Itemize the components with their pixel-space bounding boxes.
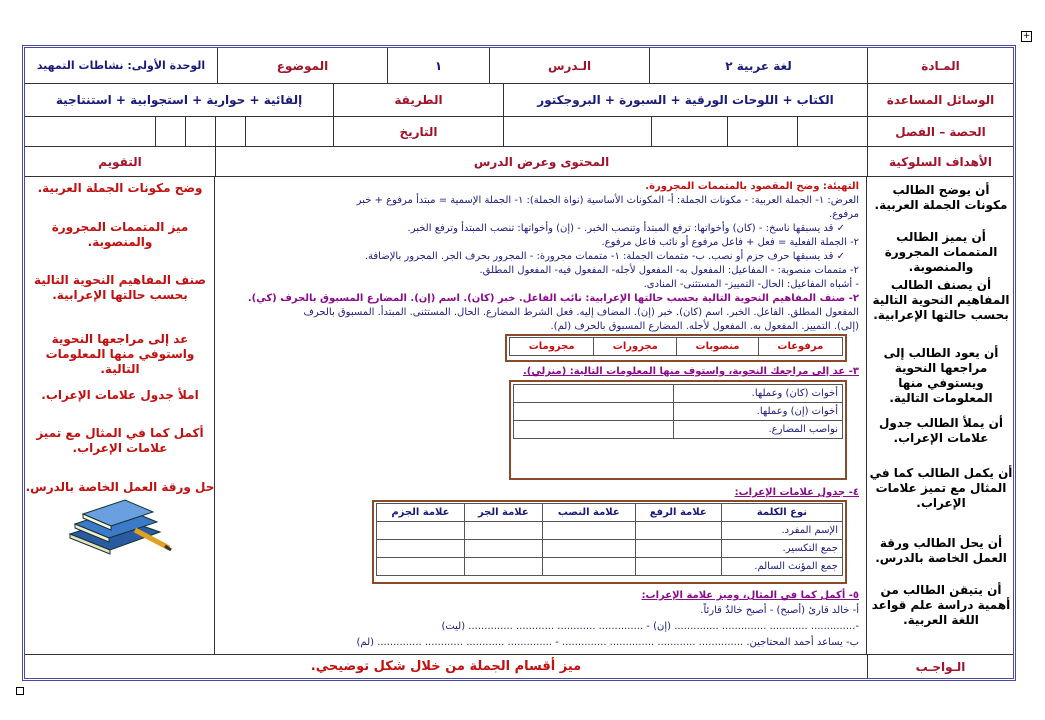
subject-value: لغة عربية ٢	[649, 48, 867, 84]
content-line: ٢- صنف المفاهيم النحوية التالية بحسب حالتها الإعرابية: نائب الفاعل. خبر (كان). اسم (إن). المضارع المسبوق بالحرف (كي).	[247, 293, 859, 304]
aids-value: الكتاب + اللوحات الورقية + السبورة + البروجكتور	[503, 84, 867, 117]
date-cell	[215, 117, 245, 147]
classification-table	[509, 337, 843, 356]
topic-label: الموضوع	[217, 48, 387, 84]
table-cell	[514, 421, 674, 439]
date-cell	[25, 117, 155, 147]
content-line: ✓ قد يسبقها ناسخ: - (كان) وأخواتها: ترفع المبتدأ وتنصب الخبر. - (إن) وأخواتها: تنصب المبتدأ وترفع الخبر.	[407, 223, 845, 234]
inflection-marks-table	[376, 503, 843, 576]
date-cell	[155, 117, 185, 147]
objective-item: أن يكمل الطالب كما في المثال مع تميز علامات الإعراب.	[869, 466, 1013, 510]
table-header: مرفوعات	[758, 338, 842, 356]
objective-item: أن يوضح الطالب مكونات الجملة العربية.	[874, 183, 1008, 212]
table-cell: نواصب المضارع.	[674, 421, 843, 439]
exercise-line: ب- يساعد أحمد المحتاجين. .............. ............ .............. .............. - .............. ............ ............ .............. (لم)	[356, 637, 859, 648]
content-line: ٢- الجملة الفعلية = فعل + فاعل مرفوع أو نائب فاعل مرفوع.	[601, 237, 859, 248]
table-cell	[514, 403, 674, 421]
references-table	[513, 384, 843, 439]
date-cell	[245, 117, 333, 147]
table-header: منصوبات	[677, 338, 758, 356]
date-label: التاريخ	[333, 117, 503, 147]
table-cell: الإسم المفرد.	[721, 522, 842, 540]
intro-label: التهيئة:	[822, 181, 859, 192]
objective-item: أن يعود الطالب إلى مراجعها النحوية ويستوفي منها المعلومات التالية.	[883, 346, 999, 405]
evaluation-item: وضح مكونات الجملة العربية.	[37, 181, 203, 195]
table-cell: جمع المؤنث السالم.	[721, 558, 842, 576]
column-divider	[866, 177, 867, 655]
period-cell	[797, 117, 867, 147]
evaluation-item: أكمل كما في المثال مع تميز علامات الإعراب.	[36, 426, 204, 455]
table-header: مجزومات	[510, 338, 594, 356]
period-label: الحصة – الفصل	[867, 117, 1013, 147]
homework-value: ميز أقسام الجملة من خلال شكل توضيحي.	[310, 659, 582, 674]
table-header: علامة الجزم	[377, 504, 465, 522]
table-header: علامة النصب	[542, 504, 635, 522]
evaluation-item: صنف المفاهيم النحوية التالية بحسب حالتها الإعرابية.	[34, 273, 206, 302]
table-header: علامة الرفع	[635, 504, 721, 522]
content-line: (إلى). التمييز. المفعول به. المفعول لأجله. المضارع المسبوق بالحرف (لم).	[550, 321, 859, 332]
method-label: الطريقة	[333, 84, 503, 117]
evaluation-item: عد إلى مراجعها النحوية واستوفي منها المعلومات التالية.	[45, 332, 195, 376]
table-cell	[514, 385, 674, 403]
unit-value: الوحدة الأولى: نشاطات التمهيد	[25, 48, 217, 84]
content-line: المفعول المطلق. الفاعل. الخبر. اسم (كان). خبر (إن). المضاف إليه. فعل الشرط المضارع. الحال. المستثنى. المبتدأ. المسبوق بالحرف	[303, 307, 859, 318]
content-line: مرفوع.	[829, 209, 859, 220]
section-heading: ٤- جدول علامات الإعراب:	[734, 487, 859, 498]
section-heading: ٣- عد إلى مراجعك النحوية، واستوف منها المعلومات التالية: (منزلي).	[522, 366, 859, 377]
objective-item: أن يحل الطالب ورقة العمل الخاصة بالدرس.	[875, 536, 1007, 565]
evaluation-header: التقويم	[25, 147, 215, 177]
exercise-line: -.............. ............ .............. .............. (إن) - .............. ............ ............ .............. (ليت)	[441, 621, 859, 632]
method-value: إلقائية + حوارية + استجوابية + استنتاجية	[25, 84, 333, 117]
table-header: نوع الكلمة	[721, 504, 842, 522]
content-line: العرض: ١- الجملة العربية: - مكونات الجملة: أ- المكونات الأساسية (نواة الجملة): ١- الجملة الإسمية = مبتدأ مرفوع + خبر	[356, 195, 859, 206]
subject-label: المـادة	[867, 48, 1013, 84]
period-cell	[651, 117, 727, 147]
objectives-header: الأهداف السلوكية	[867, 147, 1013, 177]
objective-item: أن يصنف الطالب المفاهيم النحوية التالية بحسب حالتها الإعرابية.	[872, 278, 1010, 322]
books-clipart-icon	[65, 496, 175, 556]
evaluation-item: املأ جدول علامات الإعراب.	[41, 388, 199, 402]
exercise-line: أ- خالد قارئ (أصبح) - أصبح خالدٌ قارئاً.	[700, 605, 859, 616]
move-handle-icon[interactable]: +	[1022, 31, 1031, 41]
table-header: علامة الجر	[464, 504, 542, 522]
table-cell: أخوات (كان) وعملها.	[674, 385, 843, 403]
aids-label: الوسائل المساعدة	[867, 84, 1013, 117]
objective-item: أن يتيقن الطالب من أهمية دراسة علم قواعد اللغة العربية.	[871, 583, 1011, 627]
content-line: ✓ قد يسبقها حرف جزم أو نصب. ب- متممات الجملة: ١- متممات مجرورة: - المجرور بحرف الجر. المجرور بالإضافة.	[364, 251, 845, 262]
intro-text: وضح المقصود بالمتممات المجرورة.	[645, 181, 820, 192]
date-cell	[185, 117, 215, 147]
table-cell: جمع التكسير.	[721, 540, 842, 558]
section-heading: ٥- أكمل كما في المثال، وميز علامة الإعراب:	[641, 590, 859, 601]
lesson-plan-table	[22, 45, 1016, 681]
objective-item: أن يميز الطالب المتممات المجرورة والمنصوبة.	[884, 230, 998, 274]
objective-item: أن يملأ الطالب جدول علامات الإعراب.	[878, 416, 1004, 445]
content-header: المحتوى وعرض الدرس	[215, 147, 867, 177]
homework-label: الـواجـب	[867, 655, 1013, 678]
period-cell	[727, 117, 797, 147]
table-cell: أخوات (إن) وعملها.	[674, 403, 843, 421]
period-cell	[503, 117, 651, 147]
resize-handle-icon[interactable]	[16, 687, 24, 695]
lesson-label: الـدرس	[489, 48, 649, 84]
evaluation-item: ميز المتممات المجرورة والمنصوبة.	[51, 220, 189, 249]
content-line: - أشباه المفاعيل: الحال- التمييز- المستثنى- المنادى.	[643, 279, 859, 290]
table-header: مجرورات	[594, 338, 677, 356]
evaluation-item: حل ورقة العمل الخاصة بالدرس.	[25, 480, 215, 494]
content-line: ٢- متممات منصوبة: - المفاعيل: المفعول به- المفعول لأجله- المفعول فيه- المفعول المطلق.	[479, 265, 859, 276]
lesson-value: ١	[387, 48, 489, 84]
